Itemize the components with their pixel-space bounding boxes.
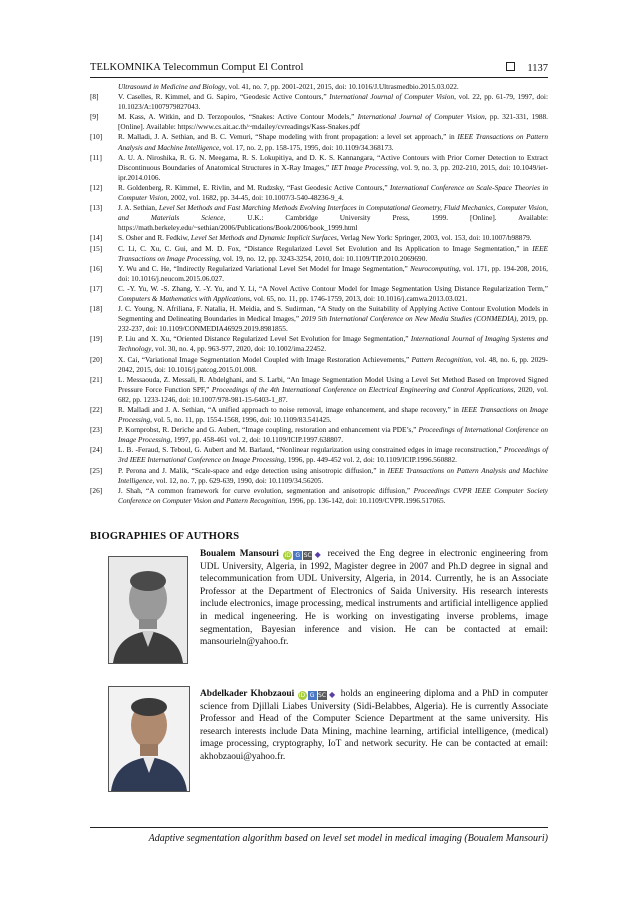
reference-item — [90, 82, 548, 92]
reference-text — [118, 132, 548, 152]
reference-segment: , vol. 17, no. 2, pp. 158-175, 1995, doi: 10.1109/34.368173. — [219, 142, 394, 152]
reference-number: [26] — [90, 485, 103, 495]
google-scholar-icon[interactable]: G — [308, 691, 317, 700]
reference-item — [90, 425, 548, 445]
reference-number: [14] — [90, 233, 103, 243]
author-name: Abdelkader Khobzaoui — [200, 689, 295, 699]
reference-source: Neurocomputing — [410, 263, 459, 273]
author-bio-text: received the Eng degree in electronic engineering from UDL University, Algeria, in 1992, Magister degree in 2007 and Ph.D degree in signal and telecommunication from UDL University, Algeria, in 2014. Currently, he is an Associate Professor at the Department of Electronics of Saida University. His research interests include electronics, image processing, medical instruments and artificial intelligence applied in medical ingeneering. He is working on investigating inverse problems, image segmentation, Bayesian inference and vision. He can be contacted at email: mansourieln@yahoo.fr. — [200, 549, 549, 648]
reference-source: IEEE Transactions on Pattern Analysis and Machine Intelligence — [118, 465, 549, 485]
reference-item — [90, 466, 548, 486]
reference-item — [90, 486, 548, 506]
reference-item — [90, 153, 548, 183]
reference-source: Pattern Recognition — [411, 354, 472, 364]
reference-segment: L. Messaouda, Z. Messali, R. Abdelghani, and S. Larbi, “An Image Segmentation Model Using a Level Set Method Based on Improved Signed Pressure Force Function SPF,” — [118, 374, 548, 394]
reference-text — [118, 92, 548, 112]
reference-segment: R. Malladi and J. A. Sethian, “A unified approach to noise removal, image enhancement, and shape recovery,” in — [118, 405, 462, 414]
reference-text — [118, 264, 548, 284]
running-footer — [90, 827, 548, 844]
reference-text — [118, 486, 548, 506]
reference-segment: Y. Wu and C. He, “Indirectly Regularized Variational Level Set Model for Image Segmentation,” — [118, 263, 411, 273]
reference-item — [90, 304, 548, 334]
reference-number: [18] — [90, 304, 103, 314]
reference-segment: P. Kornprobst, R. Deriche and G. Aubert, “Image coupling, restoration and enhancement via PDE’s,” — [118, 425, 419, 435]
reference-text — [118, 304, 548, 334]
reference-item — [90, 92, 548, 112]
reference-segment: , vol. 9, no. 3, pp. 202-210, 2015, doi: 10.1049/iet-ipr.2014.0106. — [118, 162, 548, 182]
reference-text — [118, 183, 548, 203]
reference-segment: , 1996, pp. 136-142, doi: 10.1109/CVPR.1996.517065. — [285, 495, 446, 505]
reference-number: [23] — [90, 425, 103, 435]
author-bio-text: holds an engineering diploma and a PhD in computer science from Djillali Liabes University (Sidi-Belabbes, Algeria). He is currently Associate Professor and Head of the Computer Science Department at the same university. His research interests include Data Mining, machine learning, artificial intelligence, (medical) image processing, cryptography, IoT and network security. He can be contacted at email: akhobzaoui@yahoo.fr. — [200, 689, 549, 762]
reference-number: [24] — [90, 445, 103, 455]
web-of-science-icon[interactable]: ◆ — [328, 690, 336, 699]
reference-number — [90, 82, 118, 92]
reference-number: [12] — [90, 182, 103, 192]
reference-source: Proceedings of 3rd IEEE International Conference on Image Processing — [118, 445, 548, 465]
reference-number: [11] — [90, 152, 102, 162]
reference-source: IET Image Processing — [331, 162, 397, 172]
reference-segment: , 2019, pp. 232-237, doi: 10.1109/CONMEDIA46929.2019.8981855. — [118, 314, 548, 334]
reference-item — [90, 284, 548, 304]
reference-source: Level Set Methods and Dynamic Implicit Surfaces — [190, 233, 337, 243]
running-header — [90, 61, 548, 78]
reference-segment: C. -Y. Yu, W. -S. Zhang, Y. -Y. Yu, and Y. Li, “A Novel Active Contour Model for Image Segmentation Using Distance Regularization Term,” — [118, 283, 548, 293]
reference-source: 2019 5th International Conference on New Media Studies (CONMEDIA) — [301, 314, 517, 324]
reference-number: [15] — [90, 243, 103, 253]
reference-source: IEEE Transactions on Pattern Analysis and Machine Intelligence — [118, 132, 548, 152]
reference-segment: , vol. 41, no. 7, pp. 2001-2021, 2015, doi: 10.1016/J.Ultrasmedbio.2015.03.022. — [225, 82, 459, 91]
reference-item — [90, 112, 548, 132]
reference-list — [90, 82, 548, 506]
reference-text — [118, 203, 548, 233]
reference-item — [90, 264, 548, 284]
reference-number: [13] — [90, 203, 103, 213]
reference-segment: , 1997, pp. 458-461 vol. 2, doi: 10.1109/ICIP.1997.638807. — [170, 435, 344, 445]
reference-item — [90, 203, 548, 233]
reference-text — [118, 334, 548, 354]
reference-source: Ultrasound in Medicine and Biology — [118, 82, 226, 91]
reference-text — [118, 233, 548, 243]
reference-segment: , U.K.: Cambridge University Press, 1999. [Online]. Available: https://math.berkeley.edu/~sethian/2006/Publications/Book/2006/book_1999.html — [118, 213, 548, 233]
reference-item — [90, 445, 548, 465]
reference-item — [90, 334, 548, 354]
reference-segment: R. Goldenberg, R. Kimmel, E. Rivlin, and M. Rudzsky, “Fast Geodesic Active Contours,” — [118, 182, 390, 192]
reference-segment: , vol. 5, no. 11, pp. 1554-1568, 1996, doi: 10.1109/83.541425. — [150, 415, 332, 425]
reference-number: [9] — [90, 112, 99, 122]
reference-source: International Journal of Imaging Systems and Technology — [118, 334, 549, 354]
reference-segment: A. U. A. Niroshika, R. G. N. Meegama, R. S. Lokupitiya, and D. K. S. Kannangara, “Active Contours with Prior Corner Detection to Extract Discontinuous Boundaries of Anatomical Structures in X-Ray Images,” — [118, 152, 548, 172]
reference-segment: C. Li, C. Xu, C. Gui, and M. D. Fox, “Distance Regularized Level Set Evolution and Its Application to Image Segmentation,” in — [118, 243, 533, 253]
reference-source: IEEE Transactions on Image Processing — [118, 243, 548, 263]
reference-segment: X. Cai, “Variational Image Segmentation Model Coupled with Image Restoration Achievements,” — [118, 354, 412, 364]
scopus-icon[interactable]: SC — [303, 552, 312, 559]
orcid-icon[interactable]: iD — [284, 552, 291, 559]
reference-item — [90, 183, 548, 203]
author-photo-mansouri — [108, 556, 188, 664]
reference-item — [90, 233, 548, 243]
reference-segment: , vol. 48, no. 6, pp. 2029-2042, 2015, doi: 10.1016/j.patcog.2015.01.008. — [118, 354, 548, 374]
reference-item — [90, 405, 548, 425]
reference-source: International Journal of Computer Vision — [329, 92, 455, 102]
footer-text: Adaptive segmentation algorithm based on level set model in medical imaging (Boualem Mansouri) — [148, 833, 548, 844]
portrait-placeholder-icon — [109, 687, 189, 791]
reference-number: [22] — [90, 405, 103, 414]
reference-source: Proceedings CVPR IEEE Computer Society Conference on Computer Vision and Pattern Recognition — [118, 485, 549, 505]
reference-source: International Journal of Computer Vision — [357, 112, 485, 122]
reference-text — [118, 82, 548, 92]
reference-source: Proceedings of International Conference on Image Processing — [118, 425, 548, 445]
reference-source: Computers & Mathematics with Applications — [118, 293, 251, 303]
google-scholar-icon[interactable]: G — [293, 551, 302, 560]
reference-text — [118, 112, 548, 132]
biographies-heading: BIOGRAPHIES OF AUTHORS — [90, 531, 240, 542]
reference-segment: , vol. 22, pp. 61-79, 1997, doi: 10.1023/A:1007979827043. — [118, 92, 548, 112]
reference-segment: J. Shah, “A common framework for curve evolution, segmentation and anisotropic diffusion,” — [118, 485, 414, 495]
reference-segment: , vol. 19, no. 12, pp. 3243-3254, 2010, doi: 10.1109/TIP.2010.2069690. — [218, 253, 428, 263]
checkbox-square-icon — [506, 62, 515, 71]
author-photo-khobzaoui — [108, 686, 190, 792]
reference-text — [118, 284, 548, 304]
reference-segment: , vol. 65, no. 11, pp. 1746-1759, 2013, doi: 10.1016/j.camwa.2013.03.021. — [250, 293, 468, 303]
reference-number: [8] — [90, 92, 99, 102]
reference-item — [90, 244, 548, 264]
reference-segment: S. Osher and R. Fedkiw, — [118, 233, 191, 243]
reference-segment: , vol. 12, no. 7, pp. 629-639, 1990, doi: 10.1109/34.56205. — [152, 475, 324, 485]
portrait-placeholder-icon — [109, 557, 187, 663]
reference-number: [25] — [90, 465, 103, 475]
reference-segment: L. B. -Feraud, S. Teboul, G. Aubert and M. Barlaud, “Nonlinear regularization using constrained edges in image reconstruction,” — [118, 445, 504, 455]
reference-segment: P. Perona and J. Malik, “Scale-space and edge detection using anisotropic diffusion,” in — [118, 465, 388, 475]
reference-text — [118, 153, 548, 183]
reference-number: [21] — [90, 374, 103, 384]
reference-text — [118, 355, 548, 375]
reference-text — [118, 405, 548, 425]
reference-text — [118, 375, 548, 405]
reference-segment: , 2002, vol. 1682, pp. 34-45, doi: 10.1007/3-540-48236-9_4. — [167, 193, 344, 203]
orcid-icon[interactable]: iD — [298, 692, 306, 699]
page-number: 1137 — [527, 63, 548, 74]
author-name: Boualem Mansouri — [200, 549, 279, 559]
reference-segment: M. Kass, A. Witkin, and D. Terzopoulos, “Snakes: Active Contour Models,” — [118, 112, 358, 122]
reference-number: [16] — [90, 263, 103, 273]
reference-number: [19] — [90, 334, 103, 344]
reference-segment: , vol. 30, no. 4, pp. 963-977, 2020, doi: 10.1002/ima.22452. — [151, 344, 327, 354]
reference-segment: , vol. 171, pp. 194-208, 2016, doi: 10.1016/j.neucom.2015.06.027. — [118, 263, 548, 283]
reference-segment: , 2020, vol. 682, pp. 1233-1246, doi: 10.1007/978-981-15-6403-1_87. — [118, 384, 549, 404]
reference-item — [90, 132, 548, 152]
reference-segment: , Verlag New York: Springer, 2003, vol. 153, doi: 10.1007/b98879. — [336, 233, 532, 243]
reference-segment: V. Caselles, R. Kimmel, and G. Sapiro, “Geodesic Active Contours,” — [118, 92, 330, 102]
reference-source: Proceedings of the 4th International Conference on Electrical Engineering and Control Applications — [211, 384, 514, 394]
scopus-icon[interactable]: SC — [318, 692, 327, 699]
reference-text — [118, 466, 548, 486]
author-bio-khobzaoui — [200, 688, 548, 764]
reference-source: Level Set Methods and Fast Marching Methods Evolving Interfaces in Computational Geometry, Fluid Mechanics, Computer Vision, and Materials Science — [118, 203, 548, 223]
reference-number: [20] — [90, 354, 103, 364]
reference-source: International Conference on Scale-Space Theories in Computer Vision — [118, 182, 549, 203]
reference-source: IEEE Transactions on Image Processing — [118, 405, 548, 425]
reference-text — [118, 445, 548, 465]
reference-item — [90, 375, 548, 405]
journal-name: TELKOMNIKA Telecommun Comput El Control — [90, 62, 304, 73]
reference-item — [90, 355, 548, 375]
reference-text — [118, 244, 548, 264]
page-number-area — [506, 62, 548, 74]
reference-segment: R. Malladi, J. A. Sethian, and B. C. Vemuri, “Shape modeling with front propagation: a level set approach,” in — [118, 132, 458, 142]
reference-segment: J. A. Sethian, — [118, 203, 159, 213]
reference-text — [118, 425, 548, 445]
reference-segment: P. Liu and X. Xu, “Oriented Distance Regularized Level Set Evolution for Image Segmentation,” — [118, 334, 411, 344]
reference-number: [17] — [90, 283, 103, 293]
reference-segment: , 1996, pp. 449-452 vol. 2, doi: 10.1109/ICIP.1996.560882. — [284, 455, 458, 465]
author-bio-mansouri — [200, 548, 548, 649]
reference-number: [10] — [90, 132, 103, 142]
web-of-science-icon[interactable]: ◆ — [314, 550, 321, 559]
reference-segment: J. C. Young, N. Afriliana, F. Natalia, H. Meidia, and S. Sudirman, “A Study on the Suitability of Applying Active Contour Evolution Models in Segmenting and Delineating Boundaries in Medical Images,” — [118, 304, 548, 324]
reference-segment: , pp. 321-331, 1988. [Online]. Available: https://www.cs.ait.ac.th/~mdailey/cvreadings/Kass-Snakes.pdf — [118, 112, 549, 132]
